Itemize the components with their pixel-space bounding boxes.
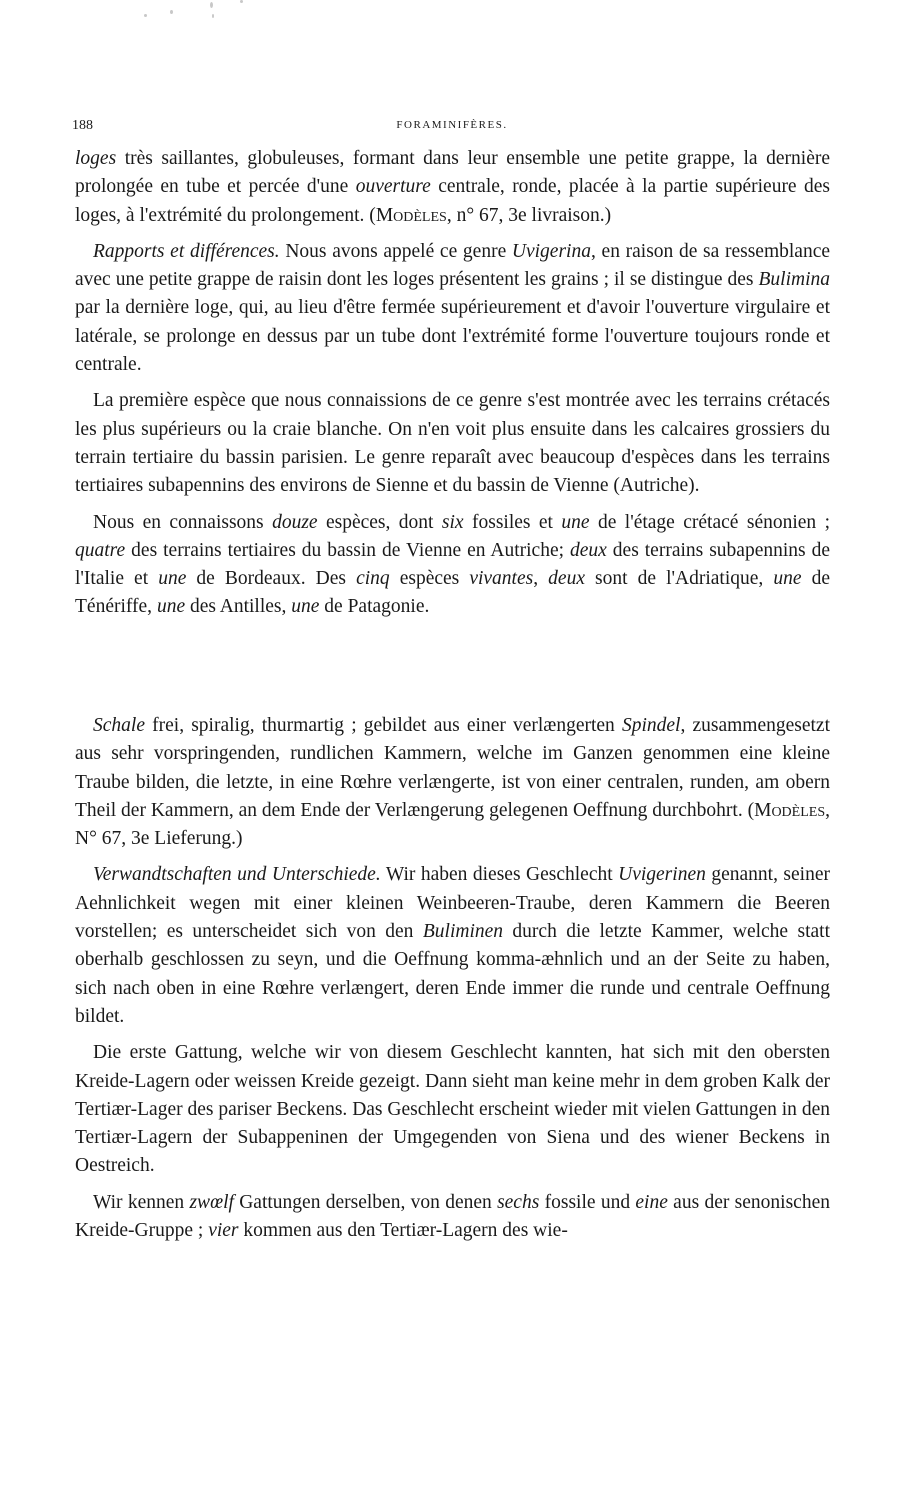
scan-specks xyxy=(140,0,280,26)
page-header xyxy=(72,118,832,138)
running-title: FORAMINIFÈRES. xyxy=(396,119,508,131)
german-paragraph-3: Die erste Gattung, welche wir von diesem Geschlecht kannten, hat sich mit den obersten Kreide-Lagern oder weissen Kreide gezeigt. Dann sieht man keine mehr in dem groben Kalk der Tertiær-Lager des pariser Beckens. Das Geschlecht erscheint wieder mit vielen Gattungen in den Tertiær-Lagern der Subappeninen der Umgegenden von Siena und des wiener Beckens in Oestreich. xyxy=(75,1042,830,1177)
french-paragraph-2: Rapports et différences. Nous avons appelé ce genre Uvigerina, en raison de sa ressemblance avec une petite grappe de raisin dont les loges présentent les grains ; il se distingue des Bulimina par la dernière loge, qui, au lieu d'être fermée supérieurement et d'avoir l'ouverture virgulaire et latérale, se prolonge en dessus par un tube dont l'extrémité forme l'ouverture toujours ronde et centrale. xyxy=(75,240,831,376)
french-text xyxy=(75,145,830,622)
french-paragraph-3: La première espèce que nous connaissions de ce genre s'est montrée avec les terrains crétacés les plus supérieurs ou la craie blanche. On n'en voit plus ensuite dans les calcaires grossiers du terrain tertiaire du bassin parisien. Le genre reparaît avec beaucoup d'espèces dans les terrains tertiaires subapennins des environs de Sienne et du bassin de Vienne (Autriche). xyxy=(75,390,830,497)
page-number: 188 xyxy=(72,118,93,133)
german-paragraph-4: Wir kennen zwœlf Gattungen derselben, von denen sechs fossile und eine aus der senonischen Kreide-Gruppe ; vier kommen aus den Tertiær-Lagern des wie- xyxy=(75,1191,830,1242)
german-paragraph-1: Schale frei, spiralig, thurmartig ; gebildet aus einer verlængerten Spindel, zusammengesetzt aus sehr vorspringenden, rundlichen Kammern, welche im Ganzen genommen eine kleine Traube bilden, die letzte, in eine Rœhre verlængerte, ist von einer centralen, runden, am obern Theil der Kammern, an dem Ende der Verlængerung gelegenen Oeffnung durchbohrt. (Modèles, N° 67, 3e Lieferung.) xyxy=(75,715,831,850)
german-text xyxy=(75,712,830,1245)
french-paragraph-1: loges très saillantes, globuleuses, formant dans leur ensemble une petite grappe, la dernière prolongée en tube et percée d'une ouverture centrale, ronde, placée à la partie supérieure des loges, à l'extrémité du prolongement. (Modèles, n° 67, 3e livraison.) xyxy=(75,148,830,226)
french-paragraph-4: Nous en connaissons douze espèces, dont six fossiles et une de l'étage crétacé sénonien ; quatre des terrains tertiaires du bassin de Vienne en Autriche; deux des terrains subapennins de l'Italie et une de Bordeaux. Des cinq espèces vivantes, deux sont de l'Adriatique, une de Ténériffe, une des Antilles, une de Patagonie. xyxy=(75,511,831,618)
german-paragraph-2: Verwandtschaften und Unterschiede. Wir haben dieses Geschlecht Uvigerinen genannt, seiner Aehnlichkeit wegen mit einer kleinen Weinbeeren-Traube, deren Kammern die Beeren vorstellen; es unterscheidet sich von den Buliminen durch die letzte Kammer, welche statt oberhalb geschlossen zu seyn, und die Oeffnung komma-æhnlich und an der Seite zu haben, sich nach oben in eine Rœhre verlængert, deren Ende immer die runde und centrale Oeffnung bildet. xyxy=(75,864,830,1027)
